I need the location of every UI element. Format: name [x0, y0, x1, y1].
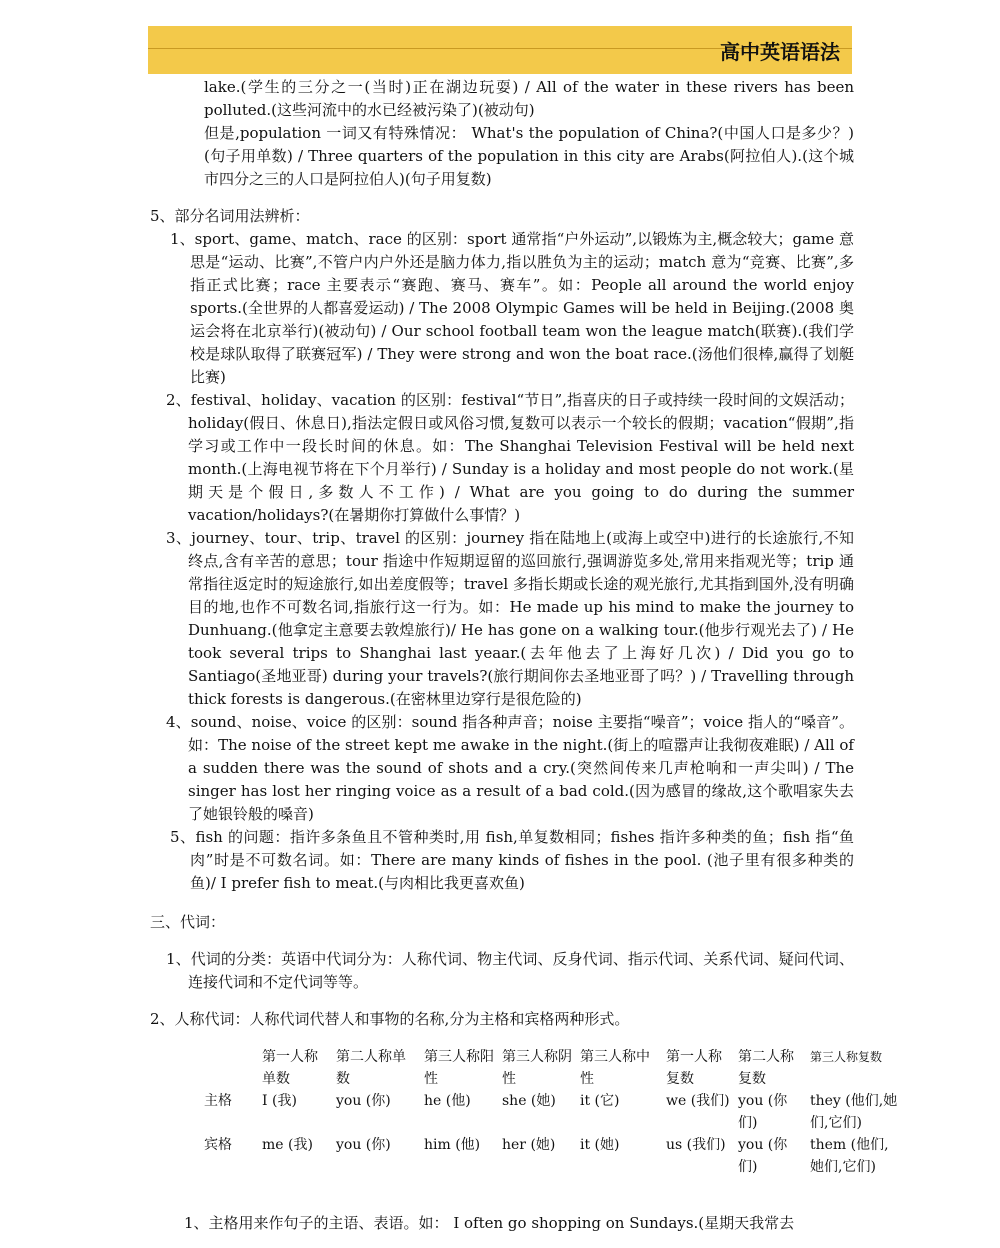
table-cell: she (她) [502, 1093, 556, 1109]
header-banner [148, 26, 852, 74]
section-heading-5: 5、部分名词用法辨析： [150, 207, 310, 225]
row-label: 主格 [204, 1093, 232, 1109]
table-cell: you (你们) [738, 1093, 788, 1131]
table-cell: we (我们) [666, 1093, 730, 1109]
header-cell: 第三人称复数 [810, 1050, 883, 1064]
table-cell: him (他) [424, 1137, 481, 1153]
header-cell: 第三人称阳性 [424, 1049, 494, 1087]
header-cell: 第三人称阴性 [502, 1049, 572, 1087]
item-sport-game: 1、sport、game、match、race 的区别：sport 通常指“户外运动”,以锻炼为主,概念较大；game 意思是“运动、比赛”,不管户内户外还是脑力体力,指以胜负为主的运动；match 意为“竞赛、比赛”,多指正式比赛；race 主要表示“赛跑、赛马、赛车”。如：People all around the world enjoy sports.(全世界的人都喜爱运动) / The 2008 Olympic Games will be held in Beijing.(2008 奥运会将在北京举行)(被动句) / Our school football team won the league match(联赛).(我们学校是球队取得了联赛冠军) / They were strong and won the boat race.(汤他们很棒,赢得了划艇比赛) [170, 230, 854, 386]
chapter-heading-pronoun: 三、代词： [150, 913, 226, 931]
table-row [200, 1134, 904, 1178]
item-journey-tour: 3、journey、tour、trip、travel 的区别：journey 指在陆地上(或海上或空中)进行的长途旅行,不知终点,含有辛苦的意思；tour 指途中作短期逗留的巡回旅行,强调游览多处,常用来指观光等；trip 通常指往返定时的短途旅行,如出差度假等；travel 多指长期或长途的观光旅行,尤其指到国外,没有明确目的地,也作不可数名词,指旅行这一行为。如：He made up his mind to make the journey to Dunhuang.(他拿定主意要去敦煌旅行)/ He has gone on a walking tour.(他步行观光去了) / He took several trips to Shanghai last yeaar.(去年他去了上海好几次) / Did you go to Santiago(圣地亚哥) during your travels?(旅行期间你去圣地亚哥了吗？) / Travelling through thick forests is dangerous.(在密林里边穿行是很危险的) [166, 529, 854, 708]
table-cell: them (他们,她们,它们) [810, 1137, 889, 1175]
item-sound-noise: 4、sound、noise、voice 的区别：sound 指各种声音；noise 主要指“噪音”；voice 指人的“嗓音”。如：The noise of the street kept me awake in the night.(街上的喧嚣声让我彻夜难眠) / All of a sudden there was the sound of shots and a cry.(突然间传来几声枪响和一声尖叫) / The singer has lost her ringing voice as a result of a bad cold.(因为感冒的缘故,这个歌唱家失去了她银铃般的嗓音) [166, 713, 854, 823]
header-cell: 第一人称单数 [262, 1049, 318, 1087]
item-fish: 5、fish 的问题：指许多条鱼且不管种类时,用 fish,单复数相同；fishes 指许多种类的鱼；fish 指“鱼肉”时是不可数名词。如：There are many kinds of fishes in the pool. (池子里有很多种类的鱼)/ I prefer fish to meat.(与肉相比我更喜欢鱼) [170, 828, 854, 892]
page-title: 高中英语语法 [720, 40, 840, 64]
pronoun-classification: 1、代词的分类：英语中代词分为：人称代词、物主代词、反身代词、指示代词、关系代词、疑问代词、连接代词和不定代词等等。 [166, 950, 854, 991]
table-cell: it (它) [580, 1093, 620, 1109]
nominative-usage-line: 1、主格用来作句子的主语、表语。如： I often go shopping on Sundays.(星期天我常去 [184, 1214, 795, 1232]
table-cell: us (我们) [666, 1137, 726, 1153]
table-cell: they (他们,她们,它们) [810, 1093, 898, 1131]
table-cell: you (你) [336, 1137, 391, 1153]
pronoun-table [200, 1046, 904, 1178]
table-cell: it (她) [580, 1137, 620, 1153]
table-cell: you (你) [336, 1093, 391, 1109]
item-festival-holiday: 2、festival、holiday、vacation 的区别：festival“节日”,指喜庆的日子或持续一段时间的文娱活动；holiday(假日、休息日),指法定假日或风俗习惯,复数可以表示一个较长的假期；vacation“假期”,指学习或工作中一段长时间的休息。如：The Shanghai Television Festival will be held next month.(上海电视节将在下个月举行) / Sunday is a holiday and most people do not work.(星期天是个假日,多数人不工作) / What are you going to do during the summer vacation/holidays?(在暑期你打算做什么事情？) [166, 391, 854, 524]
header-cell: 第一人称复数 [666, 1049, 722, 1087]
document-body [150, 76, 854, 1031]
table-cell: he (他) [424, 1093, 471, 1109]
personal-pronoun-intro: 2、人称代词：人称代词代替人和事物的名称,分为主格和宾格两种形式。 [150, 1010, 630, 1028]
paragraph-population: 但是,population 一词又有特殊情况： What's the population of China?(中国人口是多少？)(句子用单数) / Three quarters of the population in this city are Arabs(阿拉伯人).(这个城市四分之三的人口是阿拉伯人)(句子用复数) [204, 124, 854, 188]
row-label: 宾格 [204, 1137, 232, 1153]
pronoun-table-header-row [200, 1046, 904, 1090]
table-cell: her (她) [502, 1137, 556, 1153]
header-cell: 第三人称中性 [580, 1049, 650, 1087]
table-row [200, 1090, 904, 1134]
table-cell: I (我) [262, 1093, 297, 1109]
header-cell: 第二人称复数 [738, 1049, 794, 1087]
table-cell: me (我) [262, 1137, 313, 1153]
header-cell: 第二人称单数 [336, 1049, 406, 1087]
paragraph-continuation: lake.(学生的三分之一(当时)正在湖边玩耍) / All of the water in these rivers has been polluted.(这些河流中的水已经被污染了)(被动句) [204, 78, 854, 119]
table-cell: you (你们) [738, 1137, 788, 1175]
